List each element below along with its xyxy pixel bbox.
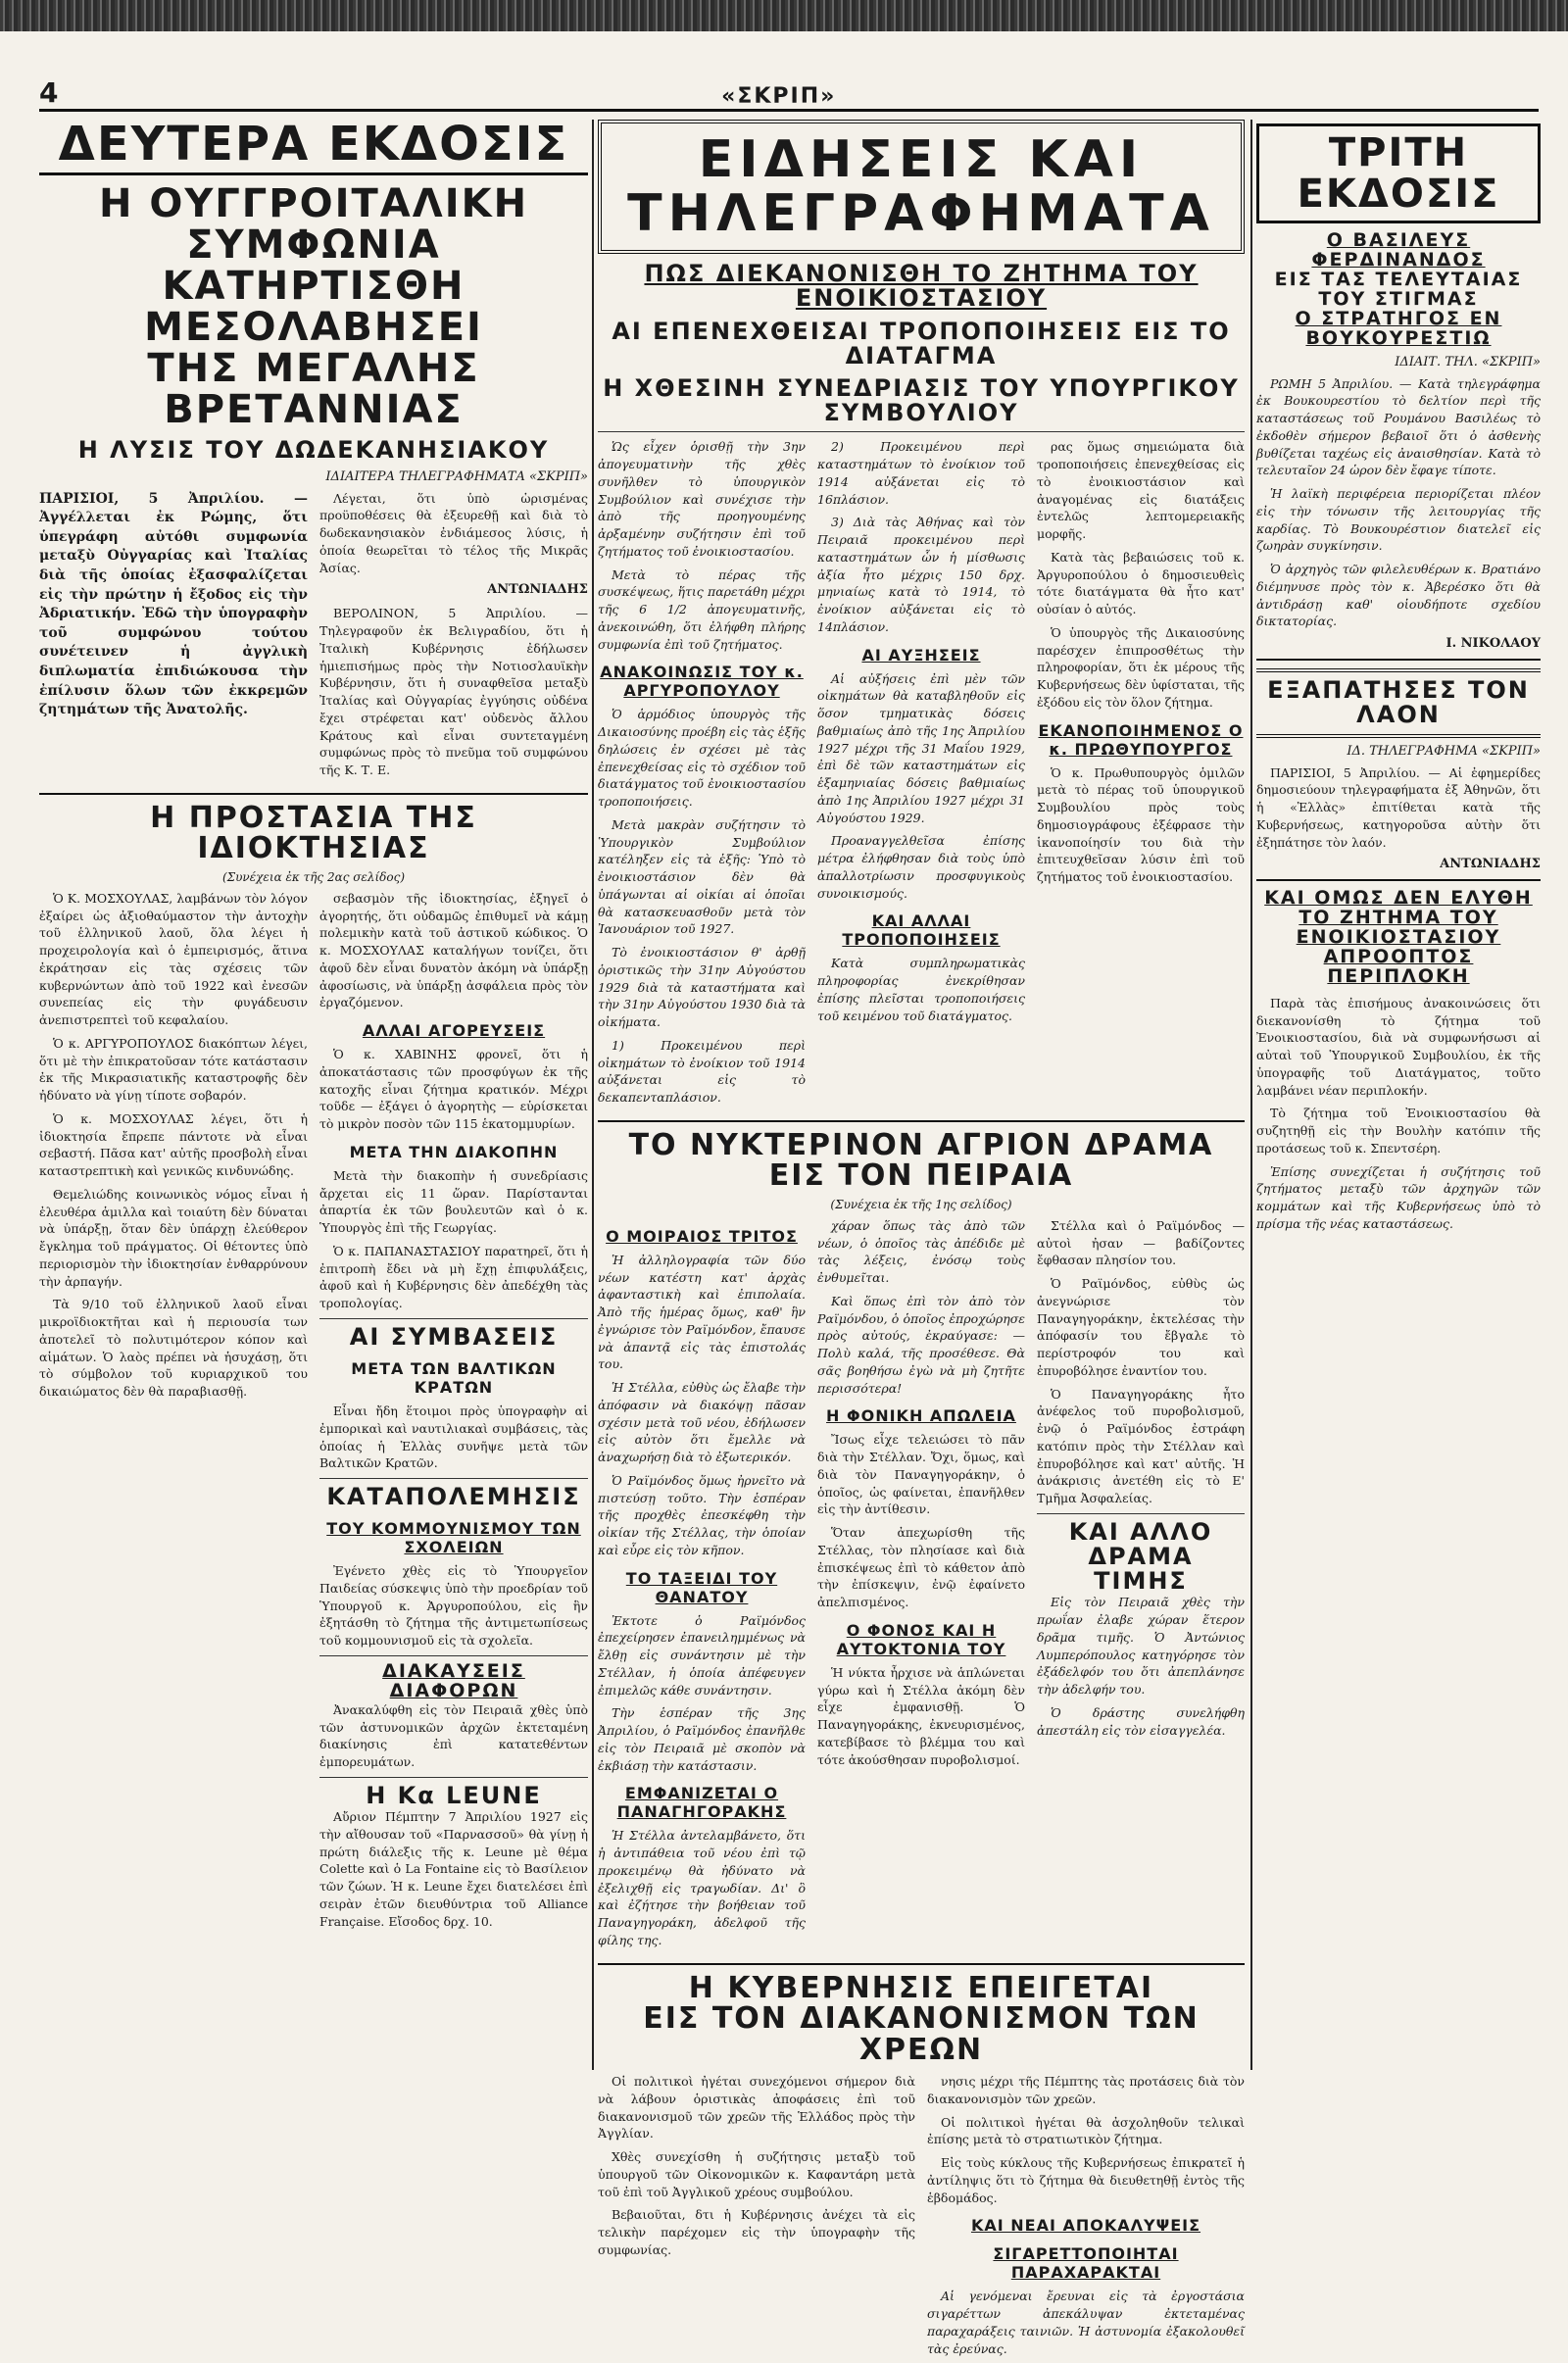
article-title: ΚΑΙ ΟΜΩΣ ΔΕΝ ΕΛΥΘΗ <box>1264 887 1533 910</box>
article-paragraph: Ὁ Ραϊμόνδος, εὐθὺς ὡς ἀνεγνώρισε τὸν Παναγηγοράκην, ἐκτελέσας τὴν ἀπόφασίν του ἔβγαλε τὸ περίστροφόν του καὶ ἐπυροβόλησε ἐναντίον του. <box>1037 1276 1245 1378</box>
article-paragraph: Ὁ δράστης συνελήφθη ἀπεστάλη εἰς τὸν εἰσαγγελέα. <box>1037 1704 1245 1738</box>
article-paragraph: Ὁ κ. ΠΑΠΑΝΑΣΤΑΣΙΟΥ παρατηρεῖ, ὅτι ἡ ἐπιτροπὴ ἔδει νὰ μὴ ἔχῃ ἐπιφυλάξεις, ἀφοῦ καὶ ἡ Κυβέρνησις δὲν ἀπεδέχθη τὰς τροπολογίας. <box>319 1243 588 1311</box>
article-paragraph: Ἡ ἀλληλογραφία τῶν δύο νέων κατέστη κατ' ἀρχὰς ἀφανταστικὴ καὶ ἐπιπολαία. Ἀπὸ τῆς ἡμέρας ὅμως, καθ' ἣν ἐγνώρισε τὸν Ραϊμόνδον, ἔπαυσε νὰ ἀπαντᾷ εἰς τὰς ἐπιστολάς του. <box>598 1252 806 1372</box>
article-subheading: ΚΑΙ ΝΕΑΙ ΑΠΟΚΑΛΥΨΕΙΣ <box>970 2216 1201 2236</box>
article-paragraph: νησις μέχρι τῆς Πέμπτης τὰς προτάσεις διὰ τὸν διακανονισμὸν τῶν χρεῶν. <box>927 2074 1245 2106</box>
article-subheading: ΕΜΦΑΝΙΖΕΤΑΙ Ο ΠΑΝΑΓΗΓΟΡΑΚΗΣ <box>616 1784 787 1822</box>
second-edition-title: ΔΕΥΤΕΡΑ ΕΚΔΟΣΙΣ <box>39 120 588 175</box>
article-paragraph: Προαναγγελθεῖσα ἐπίσης μέτρα ἐλήφθησαν διὰ τοὺς ὑπὸ ἀπαλλοτρίωσιν προσφυγικοὺς συνοικισμούς. <box>817 833 1025 901</box>
article-paragraph: Αἱ αὐξήσεις ἐπὶ μὲν τῶν οἰκημάτων θὰ καταβληθοῦν εἰς ὅσον τμηματικὰς δόσεις βαθμιαίως ἀπὸ τῆς 1ης Ἀπριλίου 1927 μέχρι τῆς 31 Μαΐου 1929, ἐπὶ δὲ τῶν καταστημάτων εἰς ἑξαμηνιαίας δόσεις βαθμιαίως ἀπὸ 1ης Ἀπριλίου 1927 μέχρι 31 Αὐγούστου 1929. <box>817 670 1025 825</box>
article-paragraph: Μετὰ τὸ πέρας τῆς συσκέψεως, ἥτις παρετάθη μέχρι τῆς 6 1/2 ἀπογευματινῆς, ἀνεκοινώθη, ὅτι ἐλήφθη πλήρης συμφωνία ἐπὶ τοῦ ζητήματος. <box>598 566 806 652</box>
headline: Η ΧΘΕΣΙΝΗ ΣΥΝΕΔΡΙΑΣΙΣ ΤΟΥ ΥΠΟΥΡΓΙΚΟΥ ΣΥΜΒΟΥΛΙΟΥ <box>603 373 1240 427</box>
article-paragraph: Μετὰ μακρὰν συζήτησιν τὸ Ὑπουργικὸν Συμβούλιον κατέληξεν εἰς τὰ ἑξῆς: Ὑπὸ τὸ ἐνοικιοστάσιον δὲν θὰ ὑπάγωνται αἱ οἰκίαι αἱ ὁποῖαι θὰ κατασκευασθοῦν μετὰ τὸν Ἰανουάριον τοῦ 1927. <box>598 816 806 937</box>
divider <box>319 1478 588 1479</box>
article-title: Η ΠΡΟΣΤΑΣΙΑ ΤΗΣ ΙΔΙΟΚΤΗΣΙΑΣ <box>150 800 477 866</box>
story-lead: ΠΑΡΙΣΙΟΙ, 5 Ἀπριλίου. — Ἀγγέλλεται ἐκ Ρώμης, ὅτι ὑπεγράφη αὐτόθι συμφωνία μεταξὺ Οὐγγαρίας καὶ Ἰταλίας διὰ τῆς ὁποίας ἐξασφαλίζεται εἰς τὴν πρώτην ἡ ἔξοδος εἰς τὴν Ἀδριατικήν. Ἐδῶ τὴν ὑπογραφὴν τοῦ συμφώνου τούτου συνέτεινεν ἡ ἀγγλικὴ διπλωματία ἐπιδιώκουσα τὴν ἐπίλυσιν ὅλων τῶν ἐκκρεμῶν ζητημάτων τῆς Ἀνατολῆς. <box>39 490 308 718</box>
divider <box>598 1963 1245 1965</box>
article-paragraph: Ἡ λαϊκὴ περιφέρεια περιορίζεται πλέον εἰς τὴν τόνωσιν τῆς λειτουργίας τῆς καρδίας. Τὸ Βουκουρέστιον διατελεῖ εἰς ζωηρὰν συγκίνησιν. <box>1256 486 1541 554</box>
article-paragraph: Εἰς τὸν Πειραιᾶ χθὲς τὴν πρωΐαν ἐλαβε χώραν ἕτερον δρᾶμα τιμῆς. Ὁ Ἀντώνιος Λυμπερόπουλος κατηγόρησε τὸν ἐξάδελφόν του ὅτι ἀπεπλάνησε τὴν ἀδελφήν του. <box>1037 1595 1245 1698</box>
article-paragraph: Μετὰ τὴν διακοπὴν ἡ συνεδρίασις ἄρχεται εἰς 11 ὥραν. Παρίστανται ἀπαρτία ἐκ τῶν βουλευτῶν καὶ ὁ κ. Ὑπουργὸς ἐπὶ τῆς Γεωργίας. <box>319 1167 588 1236</box>
headline: ΠΩΣ ΔΙΕΚΑΝΟΝΙΣΘΗ ΤΟ ΖΗΤΗΜΑ ΤΟΥ ΕΝΟΙΚΙΟΣΤΑΣΙΟΥ <box>644 260 1199 313</box>
article-paragraph: Τὰ 9/10 τοῦ ἑλληνικοῦ λαοῦ εἶναι μικροϊδιοκτῆται καὶ ἡ περιουσία των ἀποτελεῖ τὸ πολυτιμότερον κόπον καὶ αἱμάτων. Ὁ λαὸς πρέπει νὰ ἡσυχάσῃ, ὅτι τὸ σύμβολον τοῦ κυριαρχικοῦ του δικαιώματος δὲν θὰ παραβιασθῇ. <box>39 1297 308 1400</box>
headline: ΑΙ ΕΠΕΝΕΧΘΕΙΣΑΙ ΤΡΟΠΟΠΟΙΗΣΕΙΣ ΕΙΣ ΤΟ ΔΙΑΤΑΓΜΑ <box>612 317 1231 369</box>
article-paragraph: 1) Προκειμένου περὶ οἰκημάτων τὸ ἐνοίκιον τοῦ 1914 αὐξάνεται εἰς τὸ δεκαπενταπλάσιον. <box>598 1037 806 1106</box>
article-paragraph: Παρὰ τὰς ἐπισήμους ἀνακοινώσεις ὅτι διεκανονίσθη τὸ ζήτημα τοῦ Ἐνοικιοστασίου, διὰ νὰ συμφωνήσωσι αἱ αὐταὶ τοῦ Ὑπουργικοῦ Συμβουλίου, ἐκ τῆς ὑπογραφῆς τοῦ Διατάγματος, τοῦτο λαμβάνει νέαν περιπλοκήν. <box>1256 995 1541 1098</box>
article-paragraph: Ἐπίσης συνεχίζεται ἡ συζήτησις τοῦ ζητήματος μεταξὺ τῶν ἀρχηγῶν τῶν κομμάτων καὶ τῆς Κυβερνήσεως ὑπὸ τὸ πρίσμα τῆς νέας καταστάσεως. <box>1256 1163 1541 1231</box>
article-paragraph: Ὁ ἁρμόδιος ὑπουργὸς τῆς Δικαιοσύνης προέβη εἰς τὰς ἑξῆς δηλώσεις ἐν σχέσει μὲ τὰς ἐπενεχθείσας εἰς τὸ σχέδιον τοῦ διατάγματος τοῦ ἐνοικιοστασίου τροποποιήσεις. <box>598 707 806 810</box>
article-paragraph: Τὸ ἐνοικιοστάσιον θ' ἀρθῇ ὁριστικῶς τὴν 31ην Αὐγούστου 1929 διὰ τὰ καταστήματα καὶ τὴν 31ην Αὐγούστου 1930 διὰ τὰ οἰκήματα. <box>598 945 806 1030</box>
column-rule <box>1250 120 1252 2070</box>
article-paragraph: Ἴσως εἶχε τελειώσει τὸ πᾶν διὰ τὴν Στέλλαν. Ὄχι, ὅμως, καὶ διὰ τὸν Παναγηγοράκην, ὁ ὁποῖος, ὡς φαίνεται, ἐπανῆλθεν εἰς τὴν ἀντίθεσιν. <box>817 1432 1025 1517</box>
article-title: ΤΟ ΝΥΚΤΕΡΙΝΟΝ ΑΓΡΙΟΝ ΔΡΑΜΑ ΕΙΣ ΤΟΝ ΠΕΙΡΑΙΑ <box>628 1127 1214 1194</box>
article-paragraph: Ἡ Στέλλα ἀντελαμβάνετο, ὅτι ἡ ἀντιπάθεια τοῦ νέου ἐπὶ τῷ προκειμένῳ θὰ ἠδύνατο νὰ ἐξελιχθῇ εἰς τραγωδίαν. Δι' ὃ καὶ ἐζήτησε τὴν βοήθειαν τοῦ Παναγηγοράκη, ἀδελφοῦ τῆς φίλης της. <box>598 1828 806 1947</box>
story-columns <box>39 490 588 785</box>
article-paragraph: Ἡ Στέλλα, εὐθὺς ὡς ἔλαβε τὴν ἀπόφασιν νὰ διακόψῃ πᾶσαν σχέσιν μετὰ τοῦ νέου, ἐδήλωσεν εἰς αὐτὸν ὅτι ἔμελλε νὰ ἀναχωρήσῃ διὰ τὸ ἐξωτερικόν. <box>598 1380 806 1465</box>
article-paragraph: Ὁ ἀρχηγὸς τῶν φιλελευθέρων κ. Βρατιάνο διέμηνυσε πρὸς τὸν κ. Ἀβερέσκο ὅτι θὰ ἀντιδράσῃ καθ' οἱουδήποτε σχεδίου δικτατορίας. <box>1256 562 1541 629</box>
article-subheading: ΜΕΤΑ ΤΩΝ ΒΑΛΤΙΚΩΝ ΚΡΑΤΩΝ <box>351 1359 557 1398</box>
article-subheading: ΤΟΥ ΚΟΜΜΟΥΝΙΣΜΟΥ ΤΩΝ ΣΧΟΛΕΙΩΝ <box>326 1519 581 1557</box>
article-columns <box>598 1217 1245 1955</box>
article-paragraph: Ὁ Παναγηγοράκης ἦτο ἀνέφελος τοῦ πυροβολισμοῦ, ἐνῷ ὁ Ραϊμόνδος ἐστράφη κατόπιν πρὸς τὴν Στέλλαν καὶ ἐπυροβόλησε καὶ κατ' αὐτῆς. Ἡ ἀνάκρισις ἀνετέθη εἰς τὸ Ε' Τμῆμα Ἀσφαλείας. <box>1037 1386 1245 1506</box>
article-paragraph: Τὸ ζήτημα τοῦ Ἐνοικιοστασίου θὰ συζητηθῇ εἰς τὴν Βουλὴν κατόπιν τῆς προτάσεως τοῦ κ. Σπεντσέρη. <box>1256 1106 1541 1156</box>
page-header <box>39 73 1539 112</box>
article-paragraph: Ἀνακαλύφθη εἰς τὸν Πειραιᾶ χθὲς ὑπὸ τῶν ἀστυνομικῶν ἀρχῶν ἐκτεταμένη διακίνησις ἐπὶ κατατεθέντων ἐμπορευμάτων. <box>319 1701 588 1770</box>
story-paragraph: ΒΕΡΟΛΙΝΟΝ, 5 Ἀπριλίου. — Τηλεγραφοῦν ἐκ Βελιγραδίου, ὅτι ἡ Ἰταλικὴ Κυβέρνησις ἐδήλωσεν ἡμιεπισήμως πρὸς τὴν Νοτιοσλαυϊκὴν Κυβέρνησιν, ὅτι ἡ συναφθεῖσα μεταξὺ Ἰταλίας καὶ Οὐγγαρίας ἐγγύησις οὐδένα ἔχει στρέφεται κατ' οὐδενὸς ἄλλου Κράτους καὶ εἶναι συντεταγμένη συμφώνως πρὸς τὸ πνεῦμα τοῦ συμφώνου τῆς Κ. Τ. Ε. <box>319 606 588 778</box>
continuation-note: (Συνέχεια ἐκ τῆς 2ας σελίδος) <box>221 869 406 884</box>
byline: ΑΝΤΩΝΙΑΔΗΣ <box>487 582 588 598</box>
article-paragraph: Ὁ Κ. ΜΟΣΧΟΥΛΑΣ, λαμβάνων τὸν λόγον ἐξαίρει ὡς ἀξιοθαύμαστον τὴν ἀντοχὴν τοῦ ἑλληνικοῦ λαοῦ, ὅλα λέγει ἡ προχειρολογία καὶ ὁ ἐμπειρισμός, ἅτινα ἐκράτησαν εἰς τὰς σχέσεις τῶν κυβερνώντων ἀπὸ τοῦ 1922 καὶ ἐνεσῶν συνεπείας εἰς τὴν φυγάδευσιν ἀνεπιστρεπτεὶ τοῦ κεφαλαίου. <box>39 890 308 1028</box>
article-columns <box>598 2073 1245 2363</box>
article-subheading: ΤΟ ΤΑΞΕΙΔΙ ΤΟΥ ΘΑΝΑΤΟΥ <box>625 1568 778 1606</box>
article-paragraph: Ὅταν ἀπεχωρίσθη τῆς Στέλλας, τὸν πλησίασε καὶ διὰ ἐπισκέψεως ἐπὶ τὸ κάθετον ἀπὸ τὴν ἐπίσκεψιν, ἐνῷ ἐφαίνετο ἀπελπισμένος. <box>817 1525 1025 1610</box>
divider <box>1256 879 1541 881</box>
divider <box>319 1655 588 1656</box>
news-banner: ΕΙΔΗΣΕΙΣ ΚΑΙ ΤΗΛΕΓΡΑΦΗΜΑΤΑ <box>598 120 1245 254</box>
column-rule <box>592 120 594 2070</box>
article-title: ΚΑΙ ΑΛΛΟ ΔΡΑΜΑ ΤΙΜΗΣ <box>1068 1517 1213 1596</box>
divider <box>319 1318 588 1319</box>
article-paragraph: Οἱ πολιτικοὶ ἠγέται συνεχόμενοι σήμερον διὰ νὰ λάβουν ὁριστικὰς ἀποφάσεις ἐπὶ τοῦ διακανονισμοῦ τῶν χρεῶν τῆς Ἑλλάδος πρὸς τὴν Ἀγγλίαν. <box>598 2074 915 2141</box>
article-paragraph: Αἱ γενόμεναι ἔρευναι εἰς τὰ ἐργοστάσια σιγαρέττων ἀπεκάλυψαν ἐκτεταμένας παραχαράξεις ταινιῶν. Ἡ ἀστυνομία ἐξακολουθεῖ τὰς ἐρεύνας. <box>927 2289 1245 2356</box>
article-subheading: ΚΑΙ ΑΛΛΑΙ ΤΡΟΠΟΠΟΙΗΣΕΙΣ <box>842 911 1001 950</box>
article-paragraph: Θεμελιώδης κοινωνικὸς νόμος εἶναι ἡ ἐλευθέρα ἁμιλλα καὶ τοιαύτη δὲν δύναται νὰ ὑπάρξῃ, ὅταν δὲν ὑπάρχῃ ἐλεύθερον ἔγκλημα τοῦ πράγματος. Οἱ θέτοντες ὑπὸ περιορισμὸν τὴν ἰδιοκτησίαν ἐνθαρρύνουν τὴν ἀρπαγήν. <box>39 1186 308 1289</box>
article-paragraph: Τὴν ἑσπέραν τῆς 3ης Ἀπριλίου, ὁ Ραϊμόνδος ἐπανῆλθε εἰς τὸν Πειραιᾶ μὲ σκοπὸν νὰ ἐκβιάσῃ τὴν κατάστασιν. <box>598 1705 806 1773</box>
article-paragraph: Ὁ κ. ΑΡΓΥΡΟΠΟΥΛΟΣ διακόπτων λέγει, ὅτι μὲ τὴν ἐπικρατοῦσαν τότε κατάστασιν ἐκ τῆς Μικρασιατικῆς καταστροφῆς δὲν ἠδύνατο νὰ γίνῃ τίποτε σοβαρόν. <box>39 1035 308 1104</box>
article-columns <box>39 890 588 1936</box>
article-paragraph: Εἶναι ἤδη ἕτοιμοι πρὸς ὑπογραφὴν αἱ ἐμπορικαὶ καὶ ναυτιλιακαὶ συμβάσεις, τὰς ὁποίας ἡ Ἑλλὰς συνῆψε μετὰ τῶν Βαλτικῶν Κρατῶν. <box>319 1403 588 1471</box>
article-paragraph: χάραν ὅπως τὰς ἀπὸ τῶν νέων, ὁ ὁποῖος τὰς ἀπέδιδε μὲ τὰς λέξεις, ἐνόσῳ τοὺς ἐνθυμεῖται. <box>817 1217 1025 1286</box>
article-paragraph: Ἐγένετο χθὲς εἰς τὸ Ὑπουργεῖον Παιδείας σύσκεψις ὑπὸ τὴν προεδρίαν τοῦ Ὑπουργοῦ κ. Ἀργυροπούλου, εἰς ἣν ἐξητάσθη τὸ ζήτημα τῆς ἀντιμετωπίσεως τοῦ κομμουνισμοῦ εἰς τὰ σχολεῖα. <box>319 1563 588 1649</box>
article-title: ΚΑΤΑΠΟΛΕΜΗΣΙΣ <box>326 1483 581 1511</box>
article-paragraph: ΠΑΡΙΣΙΟΙ, 5 Ἀπριλίου. — Αἱ ἐφημερίδες δημοσιεύουν τηλεγραφήματα ἐξ Ἀθηνῶν, ὅτι ἡ «Ἑλλὰς» ἐπιτίθεται κατὰ τῆς Κυβερνήσεως, κατηγοροῦσα αὐτὴν ὅτι ἐξηπάτησε τὸν λαόν. <box>1256 764 1541 850</box>
byline: Ι. ΝΙΚΟΛΑΟΥ <box>1446 636 1541 652</box>
divider <box>598 1120 1245 1122</box>
article-subheading: Η ΦΟΝΙΚΗ ΑΠΩΛΕΙΑ <box>826 1406 1016 1426</box>
article-title: Η Κα LEUNE <box>366 1781 542 1809</box>
article-paragraph: Ὁ Ραϊμόνδος ὅμως ἠρνεῖτο νὰ πιστεύσῃ τοῦτο. Τὴν ἑσπέραν τῆς προχθὲς ἐπεσκέφθη τὴν οἰκίαν τῆς Στέλλας, τὴν ὁποίαν καὶ εὗρε εἰς τὸν κῆπον. <box>598 1472 806 1557</box>
left-column <box>39 117 588 2070</box>
article-paragraph: Εἰς τοὺς κύκλους τῆς Κυβερνήσεως ἐπικρατεῖ ἡ ἀντίληψις ὅτι τὸ ζήτημα θὰ διευθετηθῇ ἐντὸς τῆς ἑβδομάδος. <box>927 2155 1245 2205</box>
scan-edge <box>0 0 1568 31</box>
article-paragraph: ΡΩΜΗ 5 Ἀπριλίου. — Κατὰ τηλεγράφημα ἐκ Βουκουρεστίου τὸ δελτίον περὶ τῆς καταστάσεως τοῦ Ρουμάνου Βασιλέως τὸ ἐκδοθὲν σήμερον βεβαιοῖ ὅτι ὁ ἀσθενὴς βυθίζεται ταχέως εἰς ἀναισθησίαν. Κατὰ τὸ τελευταῖον 24 ὡρον δὲν ἔφαγε τίποτε. <box>1256 375 1541 478</box>
article-title: ΤΟ ΖΗΤΗΜΑ ΤΟΥ ΕΝΟΙΚΙΟΣΤΑΣΙΟΥ <box>1296 907 1501 949</box>
dateline: ΙΔΙΑΙΤ. ΤΗΛ. «ΣΚΡΙΠ» <box>1395 354 1541 369</box>
dateline: ΙΔΙΑΙΤΕΡΑ ΤΗΛΕΓΡΑΦΗΜΑΤΑ «ΣΚΡΙΠ» <box>325 468 588 484</box>
article-paragraph: Ὁ κ. Πρωθυπουργὸς ὁμιλῶν μετὰ τὸ πέρας τοῦ ὑπουργικοῦ Συμβουλίου πρὸς τοὺς δημοσιογράφους ἐξέφρασε τὴν ἱκανοποίησίν του διὰ τὴν ἐπιτευχθεῖσαν λύσιν ἐπὶ τοῦ ζητήματος τοῦ ἐνοικιοστασίου. <box>1037 764 1245 885</box>
article-paragraph: Κατὰ τὰς βεβαιώσεις τοῦ κ. Ἀργυροπούλου ὁ δημοσιευθεὶς τότε διατάγματα θὰ ἦτο κατ' οὐσίαν ὁ αὐτός. <box>1037 549 1245 617</box>
dateline: ΙΔ. ΤΗΛΕΓΡΑΦΗΜΑ «ΣΚΡΙΠ» <box>1347 743 1541 759</box>
article-paragraph: Ὁ ὑπουργὸς τῆς Δικαιοσύνης παρέσχεν ἐπιπροσθέτως τὴν πληροφορίαν, ὅτι ἐκ μέρους τῆς Κυβερνήσεως δὲν ὑφίσταται, τῆς ἐξόδου εἰς τὸν ὅλον ζήτημα. <box>1037 624 1245 710</box>
article-title: ΕΞΑΠΑΤΗΣΕΣ ΤΟΝ ΛΑΟΝ <box>1256 668 1541 737</box>
middle-column <box>598 120 1245 2356</box>
article-title: ΑΙ ΣΥΜΒΑΣΕΙΣ <box>349 1322 559 1351</box>
subheadline: Η ΛΥΣΙΣ ΤΟΥ ΔΩΔΕΚΑΝΗΣΙΑΚΟΥ <box>77 436 550 465</box>
article-subheading: ΑΝΑΚΟΙΝΩΣΙΣ ΤΟΥ κ. ΑΡΓΥΡΟΠΟΥΛΟΥ <box>600 663 804 701</box>
article-paragraph: 3) Διὰ τὰς Ἀθήνας καὶ τὸν Πειραιᾶ προκειμένου περὶ καταστημάτων ὧν ἡ μίσθωσις ἀξία ἦτο μέχρις 150 δρχ. μηνιαίως κατὰ τὸ 1914, τὸ ἐνοίκιον αὐξάνεται εἰς τὸ 14πλάσιον. <box>817 515 1025 634</box>
headline: ΕΙΣ ΤΑΣ ΤΕΛΕΥΤΑΙΑΣ ΤΟΥ ΣΤΙΓΜΑΣ <box>1274 268 1523 310</box>
article-subheading: ΜΕΤΑ ΤΗΝ ΔΙΑΚΟΠΗΝ <box>349 1142 559 1161</box>
article-paragraph: σεβασμὸν τῆς ἰδιοκτησίας, ἐξηγεῖ ὁ ἀγορητής, ὅτι οὐδαμῶς ἐπιθυμεῖ νὰ κάμῃ πολεμικὴν κατὰ τοῦ ἀστικοῦ κώδικος. Ὁ κ. ΜΟΣΧΟΥΛΑΣ καταλήγων τονίζει, ὅτι ἀφοῦ δὲν εἶναι δυνατὸν ἀκόμη νὰ ὑπάρξῃ ἀφοσίωσις, νὰ ὑπάρξῃ ἀσφάλεια πρὸς τὸν ἐργαζόμενον. <box>319 890 588 1010</box>
article-columns <box>598 438 1245 1112</box>
continuation-note: (Συνέχεια ἐκ τῆς 1ης σελίδος) <box>830 1197 1012 1211</box>
divider <box>1256 659 1541 661</box>
headline: ΚΑΤΗΡΤΙΣΘΗ ΜΕΣΟΛΑΒΗΣΕΙ <box>144 264 483 351</box>
article-paragraph: Στέλλα καὶ ὁ Ραϊμόνδος — αὐτοὶ ἠσαν — βαδίζοντες ἔφθασαν πλησίον του. <box>1037 1217 1245 1268</box>
article-paragraph: 2) Προκειμένου περὶ καταστημάτων τὸ ἐνοίκιον τοῦ 1914 αὐξάνεται εἰς τὸ 16πλάσιον. <box>817 439 1025 507</box>
article-title: ΔΙΑΚΑΥΣΕΙΣ ΔΙΑΦΟΡΩΝ <box>382 1659 525 1701</box>
masthead: «ΣΚΡΙΠ» <box>721 84 837 109</box>
third-edition-title: ΤΡΙΤΗ ΕΚΔΟΣΙΣ <box>1256 123 1541 223</box>
divider <box>319 1777 588 1778</box>
article-subheading: ΑΙ ΑΥΞΗΣΕΙΣ <box>861 645 981 665</box>
article-subheading: ΕΚΑΝΟΠΟΙΗΜΕΝΟΣ Ο κ. ΠΡΩΘΥΠΟΥΡΓΟΣ <box>1038 720 1244 759</box>
divider <box>598 431 1245 432</box>
article-title: ΑΠΡΟΟΠΤΟΣ ΠΕΡΙΠΛΟΚΗ <box>1323 946 1474 987</box>
article-paragraph: Ὁ κ. ΧΑΒΙΝΗΣ φρονεῖ, ὅτι ἡ ἀποκατάστασις τῶν προσφύγων ἐκ τῆς κατοχῆς εἶναι ζήτημα κρατικόν. Μέχρι τοῦδε — ἐξάγει ὁ ἀγορητὴς — εὑρίσκεται τὸ μικρὸν ποσὸν τῶν 115 ἑκατομμυρίων. <box>319 1047 588 1132</box>
divider <box>39 793 588 795</box>
article-paragraph: Βεβαιοῦται, δτι ἡ Κυβέρνησις ἀνέχει τὰ εἰς τελικὴν παρέχομεν εἰς τὴν ὑπογραφὴν τῆς συμφωνίας. <box>598 2207 915 2257</box>
article-paragraph: Ἐκτοτε ὁ Ραϊμόνδος ἐπεχείρησεν ἐπανειλημμένως νὰ ἔλθῃ εἰς συνάντησιν μὲ τὴν Στέλλαν, ἡ ὁποία ἀπέφευγεν ἐπιμελῶς κάθε συνάντησιν. <box>598 1612 806 1698</box>
divider <box>1037 1513 1245 1514</box>
article-paragraph: Καὶ ὅπως ἐπὶ τὸν ἀπὸ τὸν Ραϊμόνδου, ὁ ὁποῖος ἐπροχώρησε πρὸς αὐτούς, ἐκραύγασε: — Πολὺ καλά, τῆς προσέθεσε. Θὰ σᾶς βοηθήσω ἐγὼ νὰ μὴ ζητῆτε περισσότερα! <box>817 1293 1025 1396</box>
article-paragraph: Αὔριον Πέμπτην 7 Ἀπριλίου 1927 εἰς τὴν αἴθουσαν τοῦ «Παρνασσοῦ» θὰ γίνῃ ἡ πρώτη διάλεξις τῆς κ. Leune μὲ θέμα Colette καὶ ὁ La Fontaine εἰς τὸ Βασίλειον τῶν ζώων. Ἡ κ. Leune ἔχει διατελέσει ἐπὶ σειρὰν ἐτῶν διευθύντρια τοῦ Alliance Française. Εἴσοδος δρχ. 10. <box>319 1809 588 1929</box>
page-number: 4 <box>39 76 59 109</box>
headline: ΤΗΣ ΜΕΓΑΛΗΣ ΒΡΕΤΑΝΝΙΑΣ <box>147 346 480 433</box>
headline: Ο ΣΤΡΑΤΗΓΟΣ ΕΝ ΒΟΥΚΟΥΡΕΣΤΙΩ <box>1295 307 1502 349</box>
article-title: ΕΙΣ ΤΟΝ ΔΙΑΚΑΝΟΝΙΣΜΟΝ ΤΩΝ ΧΡΕΩΝ <box>643 2001 1200 2067</box>
story-paragraph: Λέγεται, ὅτι ὑπὸ ὡρισμένας προϋποθέσεις θὰ ἐξευρεθῇ καὶ διὰ τὸ δωδεκανησιακὸν ἐνδιάμεσος λύσις, ἡ ὁποία θεωρεῖται τὸ τέλος τῆς Μικρᾶς Ἀσίας. <box>319 490 588 575</box>
article-subheading: ΑΛΛΑΙ ΑΓΟΡΕΥΣΕΙΣ <box>362 1021 546 1041</box>
article-title: Η ΚΥΒΕΡΝΗΣΙΣ ΕΠΕΙΓΕΤΑΙ <box>688 1970 1154 2005</box>
headline: Η ΟΥΓΓΡΟΙΤΑΛΙΚΗ ΣΥΜΦΩΝΙΑ <box>98 181 529 269</box>
article-paragraph: Ἡ νύκτα ἦρχισε νὰ ἁπλώνεται γύρω καὶ ἡ Στέλλα ἀκόμη δὲν εἶχε ἐμφανισθῇ. Ὁ Παναγηγοράκης, ἐκνευρισμένος, κατεβίβασε τὸ βλέμμα του καὶ τότε ἀκούσθησαν πυροβολισμοί. <box>817 1664 1025 1767</box>
article-subheading: Ο ΦΟΝΟΣ ΚΑΙ Η ΑΥΤΟΚΤΟΝΙΑ ΤΟΥ <box>836 1620 1006 1658</box>
headline: Ο ΒΑΣΙΛΕΥΣ ΦΕΡΔΙΝΑΝΔΟΣ <box>1311 229 1486 271</box>
article-subheading: ΣΙΓΑΡΕΤΤΟΠΟΙΗΤΑΙ ΠΑΡΑΧΑΡΑΚΤΑΙ <box>993 2244 1179 2283</box>
byline: ΑΝΤΩΝΙΑΔΗΣ <box>1440 857 1541 872</box>
article-paragraph: Ὁ κ. ΜΟΣΧΟΥΛΑΣ λέγει, ὅτι ἡ ἰδιοκτησία ἔπρεπε πάντοτε νὰ εἶναι σεβαστή. Πᾶσα κατ' αὐτῆς προσβολὴ εἶναι καταστρεπτικὴ καὶ γενικῶς κινδυνώδης. <box>39 1110 308 1179</box>
article-paragraph: ρας ὅμως σημειώματα διὰ τροποποιήσεις ἐπενεχθείσας εἰς τὸ ἐνοικιοστάσιον καὶ ἀναγομένας εἰς διατάξεις ἐντελῶς λεπτομερειακῆς μορφῆς. <box>1037 439 1245 542</box>
right-column <box>1256 120 1541 2070</box>
article-paragraph: Ὡς εἶχεν ὁρισθῇ τὴν 3ην ἀπογευματινὴν τῆς χθὲς συνῆλθεν τὸ ὑπουργικὸν Συμβούλιον καὶ συνέχισε τὴν ἀπὸ τῆς προηγουμένης ἀρξαμένην συζήτησιν ἐπὶ τοῦ ζητήματος τοῦ ἐνοικιοστασίου. <box>598 439 806 559</box>
article-paragraph: Κατὰ συμπληρωματικὰς πληροφορίας ἐνεκρίθησαν ἐπίσης πλεῖσται τροποποιήσεις τοῦ κειμένου τοῦ διατάγματος. <box>817 956 1025 1023</box>
article-subheading: Ο ΜΟΙΡΑΙΟΣ ΤΡΙΤΟΣ <box>606 1226 798 1246</box>
article-paragraph: Οἱ πολιτικοὶ ἠγέται θὰ ἀσχοληθοῦν τελικαὶ ἐπίσης μετὰ τὸ στρατιωτικὸν ζήτημα. <box>927 2114 1245 2147</box>
article-paragraph: Χθὲς συνεχίσθη ἡ συζήτησις μεταξὺ τοῦ ὑπουργοῦ τῶν Οἰκονομικῶν κ. Καφαντάρη μετὰ τοῦ ἐπὶ τοῦ Ἀγγλικοῦ χρέους συμβούλου. <box>598 2149 915 2199</box>
